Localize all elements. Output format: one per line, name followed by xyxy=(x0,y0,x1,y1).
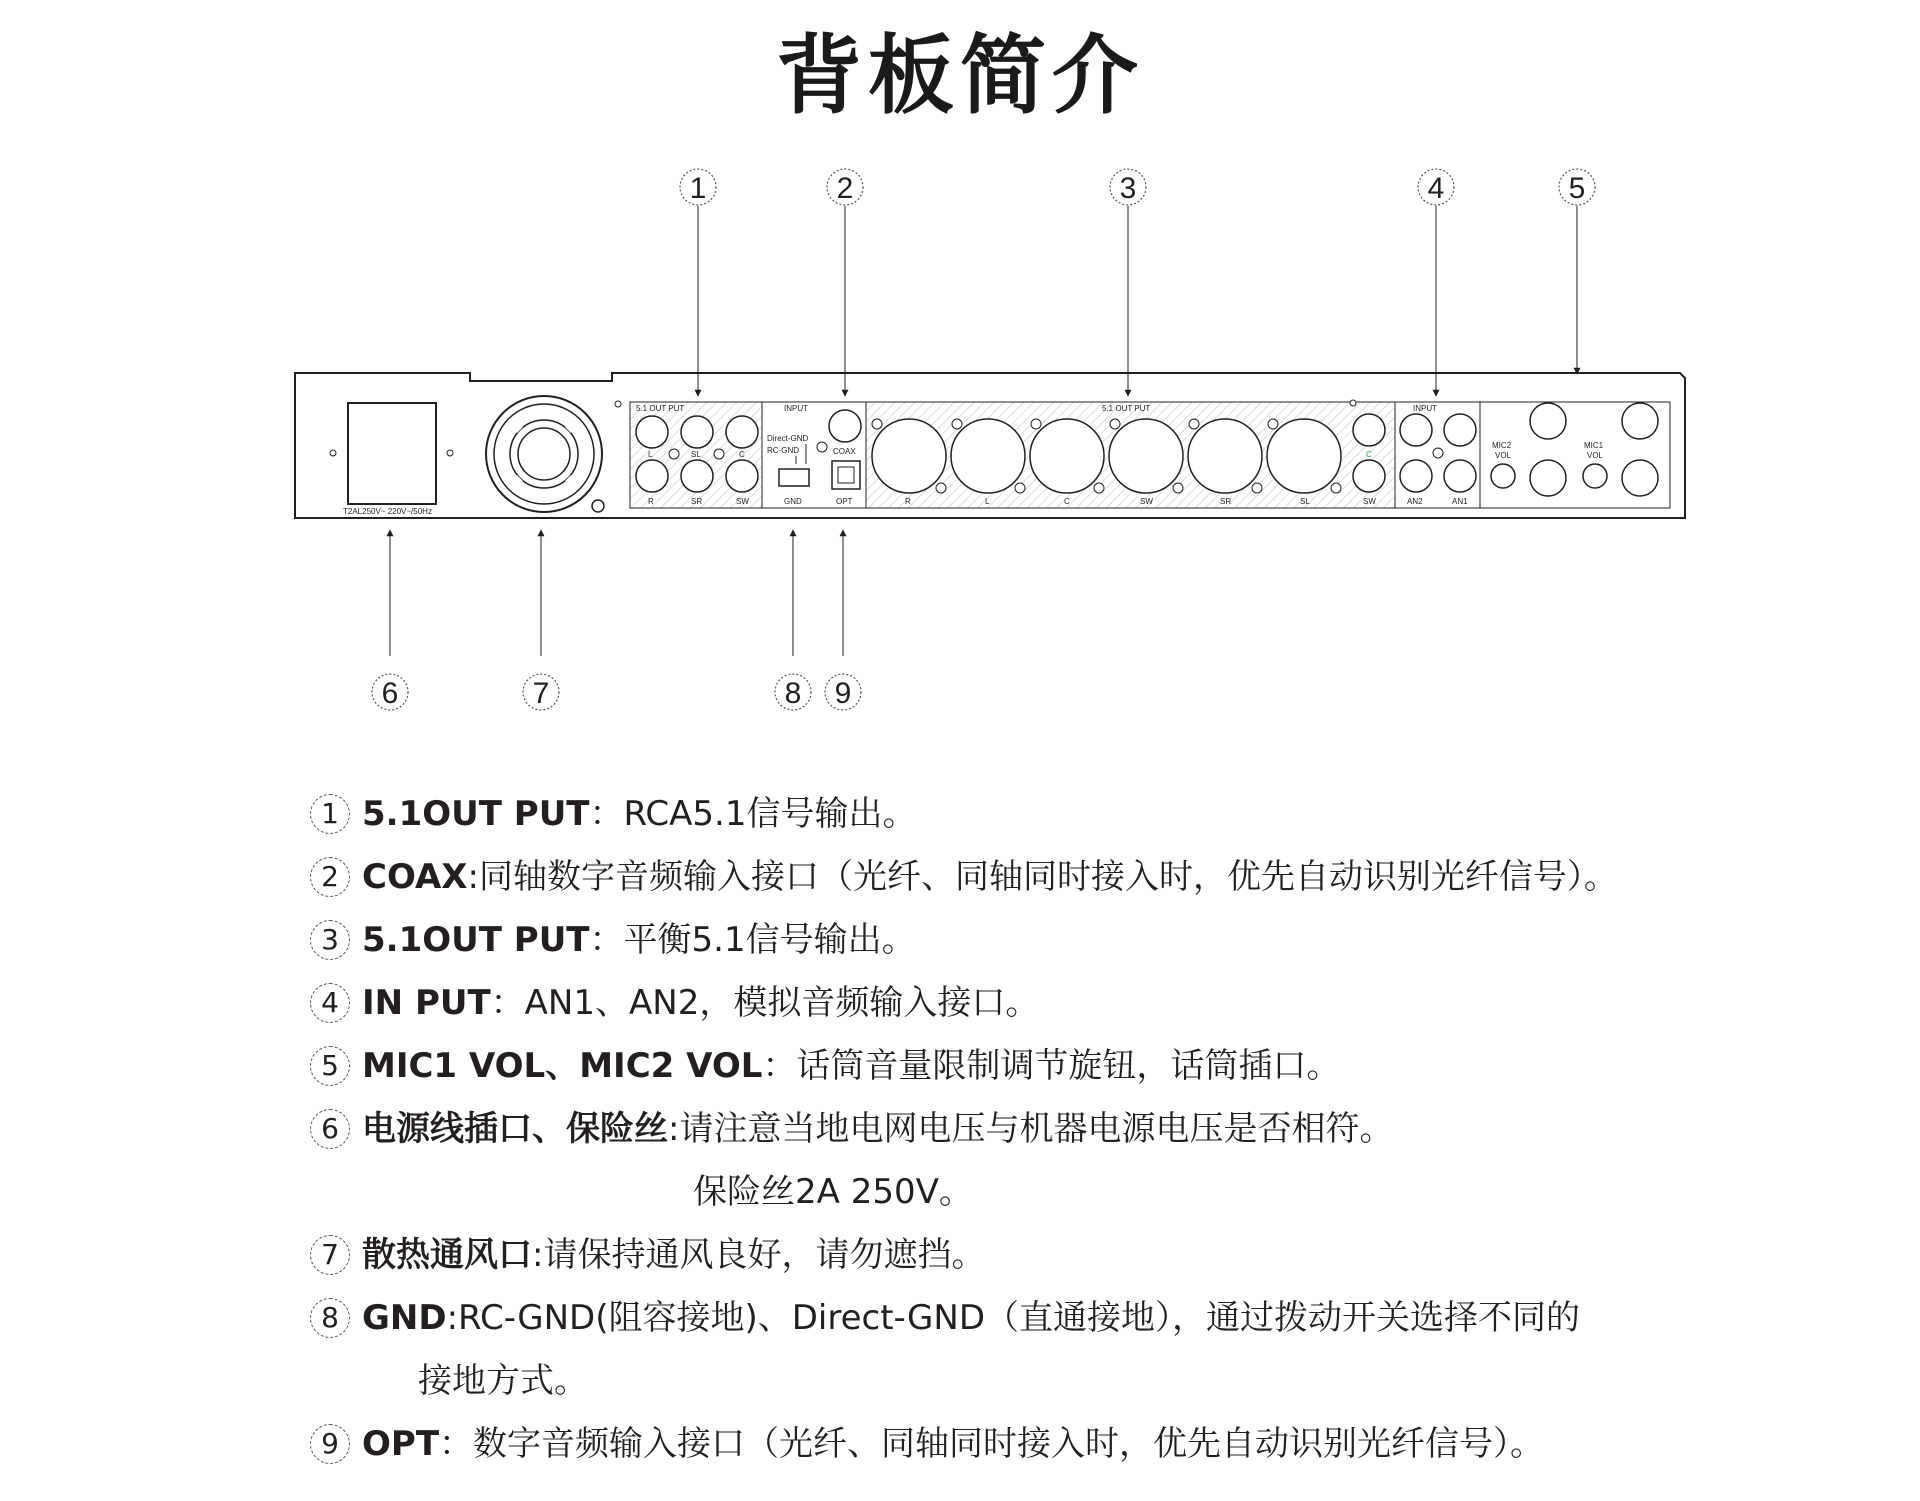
svg-text:6: 6 xyxy=(381,677,399,710)
svg-text:SW: SW xyxy=(1140,497,1153,506)
item-number: 8 xyxy=(310,1298,350,1338)
item-term: 电源线插口、保险丝 xyxy=(362,1109,668,1149)
svg-text:C: C xyxy=(739,450,745,459)
svg-text:C: C xyxy=(1366,450,1372,459)
callout-9 xyxy=(825,530,861,710)
item-term: MIC1 VOL、MIC2 VOL xyxy=(362,1046,763,1086)
description-item xyxy=(310,1231,1910,1294)
svg-text:SW: SW xyxy=(1363,497,1376,506)
svg-text:R: R xyxy=(905,497,911,506)
callout-4 xyxy=(1418,169,1454,396)
power-inlet xyxy=(348,403,436,504)
coax-jack[interactable] xyxy=(829,410,861,442)
gnd-switch[interactable] xyxy=(779,469,809,486)
section-label-51-out: 5.1 OUT PUT xyxy=(636,404,685,413)
item-term: OPT xyxy=(362,1424,440,1464)
item-number: 7 xyxy=(310,1235,350,1275)
page-title: 背板简介 xyxy=(776,26,1144,126)
callout-5 xyxy=(1559,169,1595,374)
callout-7 xyxy=(523,530,559,710)
description-item xyxy=(310,853,1910,916)
mic1-vol-knob[interactable] xyxy=(1583,464,1607,488)
callout-3 xyxy=(1110,169,1146,396)
svg-text:GND: GND xyxy=(784,497,802,506)
item-number: 3 xyxy=(310,920,350,960)
svg-text:MIC2: MIC2 xyxy=(1492,441,1512,450)
item-term: 5.1OUT PUT xyxy=(362,794,590,834)
item-text: ：RCA5.1信号输出。 xyxy=(589,794,917,834)
svg-text:7: 7 xyxy=(532,677,550,710)
switch-label-direct: Direct-GND xyxy=(767,434,809,443)
item-term: 散热通风口 xyxy=(362,1235,532,1275)
svg-text:INPUT: INPUT xyxy=(1413,404,1437,413)
svg-text:SL: SL xyxy=(1300,497,1310,506)
svg-text:VOL: VOL xyxy=(1587,451,1604,460)
item-number: 9 xyxy=(310,1424,350,1464)
item-text: :请注意当地电网电压与机器电源电压是否相符。 xyxy=(668,1109,1394,1149)
svg-text:L: L xyxy=(985,497,990,506)
item-number: 1 xyxy=(310,794,350,834)
description-item xyxy=(310,1420,1910,1483)
description-item xyxy=(310,1105,1910,1231)
mic1-jack[interactable] xyxy=(1622,403,1658,439)
svg-text:1: 1 xyxy=(689,172,707,205)
item-number: 2 xyxy=(310,857,350,897)
rear-panel-diagram xyxy=(0,0,1920,740)
description-item xyxy=(310,979,1910,1042)
svg-text:AN1: AN1 xyxy=(1452,497,1468,506)
item-text: :请保持通风良好，请勿遮挡。 xyxy=(532,1235,986,1275)
mic2-jack[interactable] xyxy=(1530,403,1566,439)
item-number: 6 xyxy=(310,1109,350,1149)
svg-text:4: 4 xyxy=(1427,172,1445,205)
fuse-rating: T2AL250V~ 220V~/50Hz xyxy=(343,507,432,516)
description-item xyxy=(310,790,1910,853)
callout-6 xyxy=(372,530,408,710)
callout-1 xyxy=(680,169,716,396)
svg-text:3: 3 xyxy=(1119,172,1137,205)
svg-text:2: 2 xyxy=(836,172,854,205)
svg-text:SW: SW xyxy=(736,497,749,506)
svg-text:L: L xyxy=(648,450,653,459)
switch-label-rc: RC-GND xyxy=(767,446,799,455)
svg-text:5.1 OUT PUT: 5.1 OUT PUT xyxy=(1102,404,1151,413)
description-item xyxy=(310,1294,1910,1420)
item-continuation: 接地方式。 xyxy=(418,1361,588,1401)
callout-8 xyxy=(775,530,811,710)
svg-text:9: 9 xyxy=(834,677,852,710)
item-text: ：话筒音量限制调节旋钮，话筒插口。 xyxy=(762,1046,1341,1086)
item-continuation: 保险丝2A 250V。 xyxy=(693,1172,973,1212)
svg-text:5: 5 xyxy=(1568,172,1586,205)
svg-text:SR: SR xyxy=(1220,497,1232,506)
svg-text:8: 8 xyxy=(784,677,802,710)
svg-text:R: R xyxy=(648,497,654,506)
callout-2 xyxy=(827,169,863,396)
svg-text:AN2: AN2 xyxy=(1407,497,1423,506)
item-number: 4 xyxy=(310,983,350,1023)
description-item xyxy=(310,916,1910,979)
svg-text:SL: SL xyxy=(691,450,701,459)
description-list xyxy=(310,790,1910,1483)
svg-text:OPT: OPT xyxy=(836,497,853,506)
item-text: :RC-GND(阻容接地)、Direct-GND（直通接地），通过拨动开关选择不同的 xyxy=(446,1298,1580,1338)
svg-text:VOL: VOL xyxy=(1495,451,1512,460)
svg-text:INPUT: INPUT xyxy=(784,404,808,413)
item-term: COAX xyxy=(362,857,468,897)
mic2-vol-knob[interactable] xyxy=(1491,464,1515,488)
svg-text:COAX: COAX xyxy=(833,447,856,456)
item-term: 5.1OUT PUT xyxy=(362,920,590,960)
item-term: IN PUT xyxy=(362,983,491,1023)
item-text: ：数字音频输入接口（光纤、同轴同时接入时，优先自动识别光纤信号）。 xyxy=(439,1424,1545,1464)
svg-text:MIC1: MIC1 xyxy=(1584,441,1604,450)
item-number: 5 xyxy=(310,1046,350,1086)
description-item xyxy=(310,1042,1910,1105)
item-text: ：平衡5.1信号输出。 xyxy=(589,920,916,960)
item-text: :同轴数字音频输入接口（光纤、同轴同时接入时，优先自动识别光纤信号）。 xyxy=(467,857,1618,897)
item-term: GND xyxy=(362,1298,447,1338)
svg-text:SR: SR xyxy=(691,497,703,506)
item-text: ：AN1、AN2，模拟音频输入接口。 xyxy=(490,983,1040,1023)
svg-text:C: C xyxy=(1064,497,1070,506)
